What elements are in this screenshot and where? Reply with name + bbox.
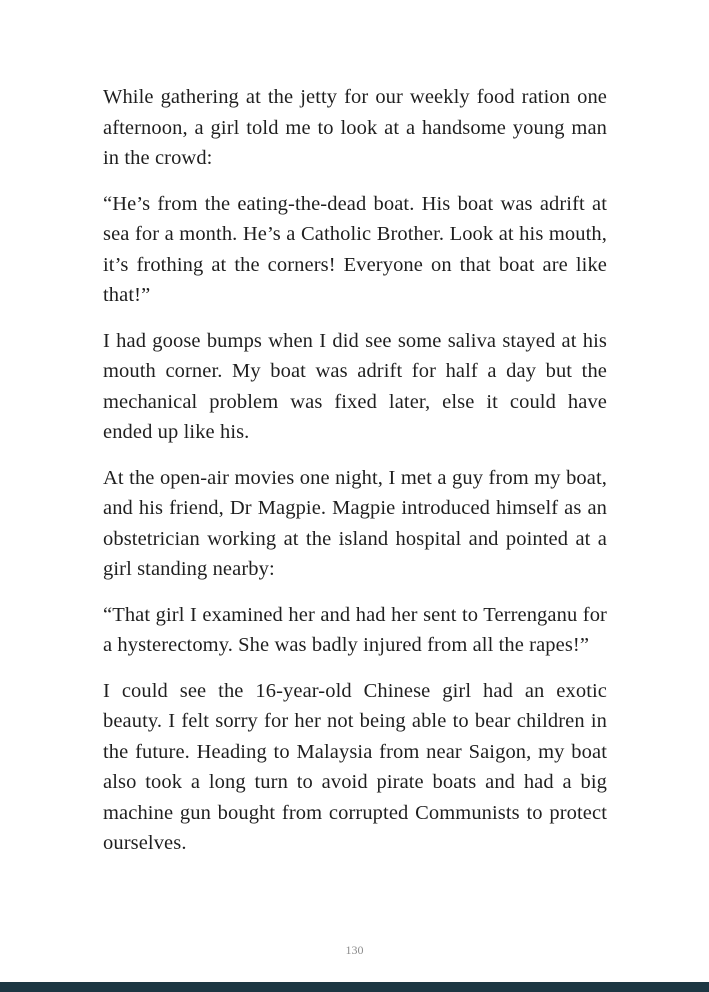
- reader-bottom-bar: [0, 982, 709, 992]
- paragraph: I could see the 16-year-old Chinese girl had an exotic beauty. I felt sorry for her not being able to bear children in the future. Heading to Malaysia from near Saigon, my boat also took a long turn to avoid pirate boats and had a big machine gun bought from corrupted Communists to protect ourselves.: [103, 679, 607, 854]
- paragraph: “He’s from the eating-the-dead boat. His boat was adrift at sea for a month. He’s a Catholic Brother. Look at his mouth, it’s frothing at the corners! Everyone on that boat are like that!”: [103, 192, 607, 306]
- paragraph: I had goose bumps when I did see some saliva stayed at his mouth corner. My boat was adrift for half a day but the mechanical problem was fixed later, else it could have ended up like his.: [103, 329, 607, 443]
- paragraph: “That girl I examined her and had her sent to Terrenganu for a hysterectomy. She was badly injured from all the rapes!”: [103, 603, 607, 656]
- paragraph: At the open-air movies one night, I met a guy from my boat, and his friend, Dr Magpie. Magpie introduced himself as an obstetrician working at the island hospital and pointed at a girl standing nearby:: [103, 466, 607, 580]
- page-number: 130: [345, 943, 364, 957]
- page-text-block: [103, 82, 607, 874]
- paragraph: While gathering at the jetty for our weekly food ration one afternoon, a girl told me to look at a handsome young man in the crowd:: [103, 86, 607, 169]
